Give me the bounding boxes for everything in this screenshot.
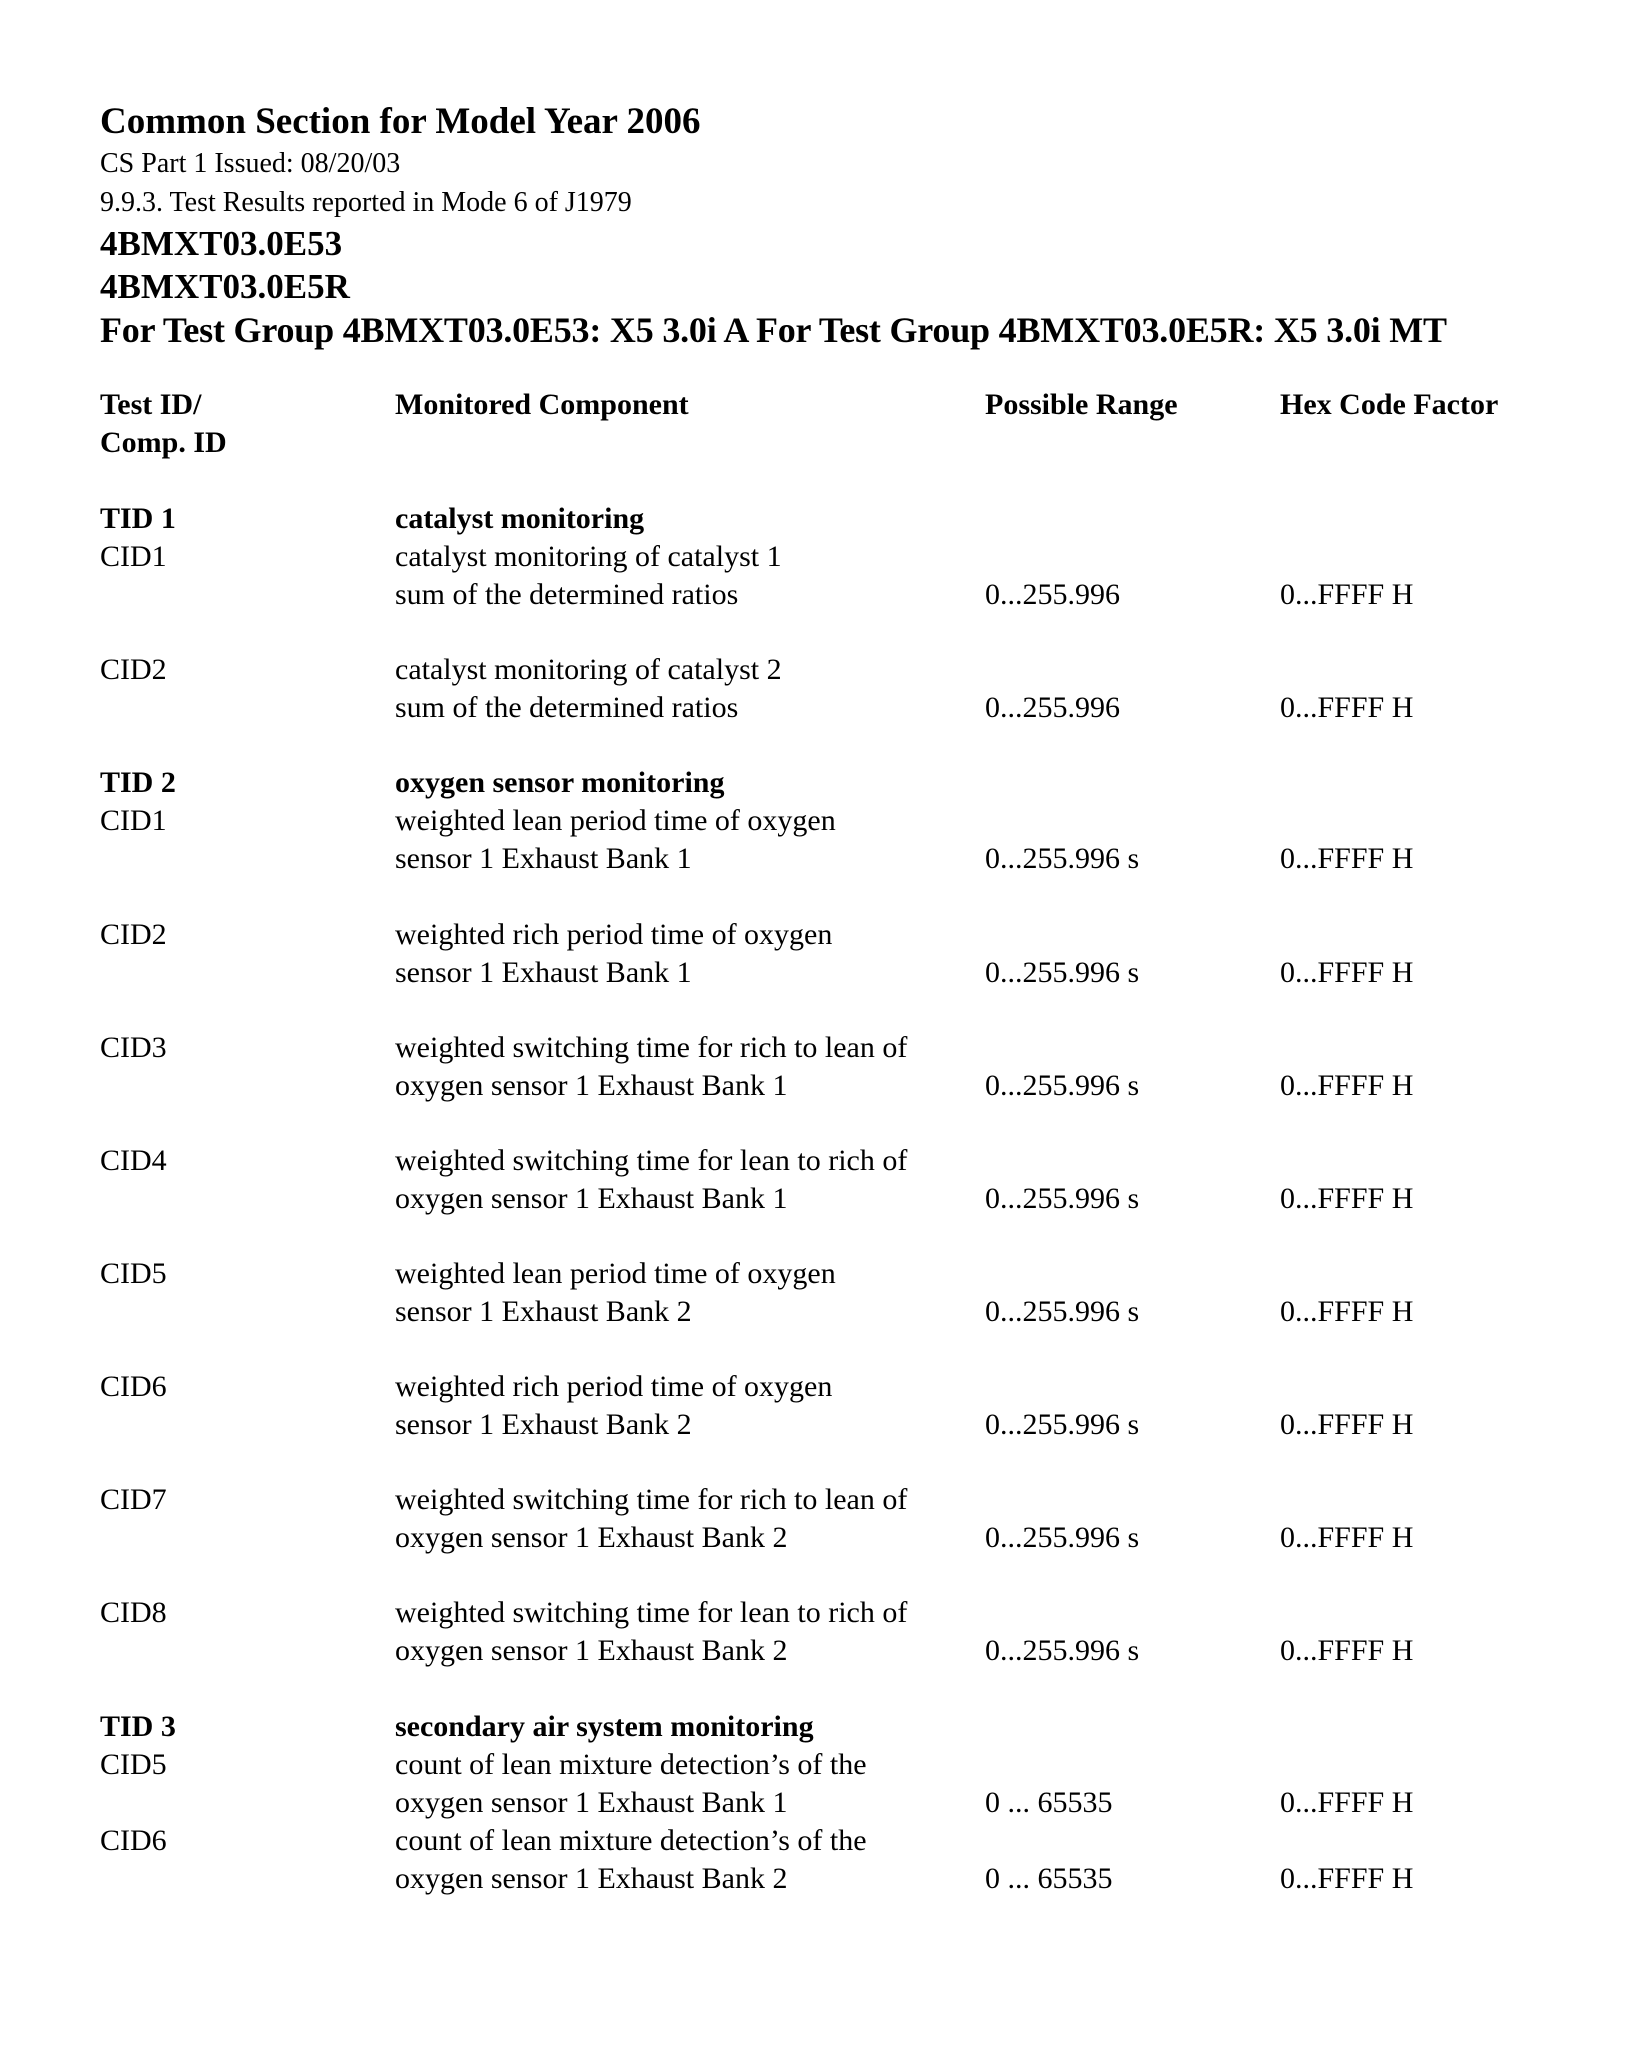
tid-component: catalyst monitoring	[395, 502, 645, 535]
component-line-2: oxygen sensor 1 Exhaust Bank 2	[395, 1521, 788, 1554]
issued-line: CS Part 1 Issued: 08/20/03	[100, 148, 401, 179]
component-line-1: count of lean mixture detection’s of the	[395, 1824, 867, 1857]
hex-value: 0...FFFF H	[1280, 1408, 1414, 1441]
component-line-1: catalyst monitoring of catalyst 2	[395, 653, 782, 686]
hex-value: 0...FFFF H	[1280, 1521, 1414, 1554]
component-line-2: sum of the determined ratios	[395, 578, 739, 611]
column-header-comp-id: Comp. ID	[100, 426, 227, 459]
cid-label: CID6	[100, 1370, 167, 1403]
tid-label: TID 3	[100, 1710, 176, 1743]
range-value: 0...255.996 s	[985, 1408, 1140, 1441]
range-value: 0...255.996 s	[985, 1182, 1140, 1215]
component-line-2: sensor 1 Exhaust Bank 1	[395, 842, 692, 875]
cid-label: CID8	[100, 1596, 167, 1629]
cid-label: CID5	[100, 1748, 167, 1781]
cid-label: CID2	[100, 918, 167, 951]
cid-label: CID6	[100, 1824, 167, 1857]
cid-label: CID1	[100, 540, 167, 573]
test-group-2: 4BMXT03.0E5R	[100, 267, 350, 306]
component-line-1: weighted switching time for rich to lean of	[395, 1031, 908, 1064]
cid-label: CID5	[100, 1257, 167, 1290]
tid-component: secondary air system monitoring	[395, 1710, 814, 1743]
component-line-2: sum of the determined ratios	[395, 691, 739, 724]
hex-value: 0...FFFF H	[1280, 1634, 1414, 1667]
hex-value: 0...FFFF H	[1280, 1862, 1414, 1895]
range-value: 0...255.996	[985, 691, 1120, 724]
component-line-2: oxygen sensor 1 Exhaust Bank 2	[395, 1862, 788, 1895]
component-line-1: weighted switching time for rich to lean of	[395, 1483, 908, 1516]
tid-label: TID 1	[100, 502, 176, 535]
range-value: 0...255.996 s	[985, 842, 1140, 875]
component-line-2: oxygen sensor 1 Exhaust Bank 1	[395, 1182, 788, 1215]
test-group-1: 4BMXT03.0E53	[100, 224, 343, 263]
component-line-2: sensor 1 Exhaust Bank 2	[395, 1295, 692, 1328]
range-value: 0...255.996 s	[985, 956, 1140, 989]
cid-label: CID7	[100, 1483, 167, 1516]
hex-value: 0...FFFF H	[1280, 842, 1414, 875]
range-value: 0...255.996 s	[985, 1295, 1140, 1328]
range-value: 0...255.996 s	[985, 1634, 1140, 1667]
column-header-hex: Hex Code Factor	[1280, 388, 1499, 421]
component-line-1: count of lean mixture detection’s of the	[395, 1748, 867, 1781]
component-line-2: oxygen sensor 1 Exhaust Bank 1	[395, 1069, 788, 1102]
component-line-1: weighted rich period time of oxygen	[395, 1370, 833, 1403]
cid-label: CID2	[100, 653, 167, 686]
hex-value: 0...FFFF H	[1280, 1295, 1414, 1328]
hex-value: 0...FFFF H	[1280, 691, 1414, 724]
test-group-description: For Test Group 4BMXT03.0E53: X5 3.0i A For Test Group 4BMXT03.0E5R: X5 3.0i MT	[100, 310, 1447, 350]
hex-value: 0...FFFF H	[1280, 956, 1414, 989]
range-value: 0...255.996	[985, 578, 1120, 611]
component-line-1: weighted lean period time of oxygen	[395, 1257, 836, 1290]
range-value: 0...255.996 s	[985, 1521, 1140, 1554]
column-header-range: Possible Range	[985, 388, 1178, 421]
cid-label: CID3	[100, 1031, 167, 1064]
column-header-component: Monitored Component	[395, 388, 689, 421]
range-value: 0...255.996 s	[985, 1069, 1140, 1102]
component-line-1: weighted rich period time of oxygen	[395, 918, 833, 951]
hex-value: 0...FFFF H	[1280, 1069, 1414, 1102]
tid-label: TID 2	[100, 766, 176, 799]
component-line-1: weighted switching time for lean to rich of	[395, 1596, 908, 1629]
range-value: 0 ... 65535	[985, 1862, 1113, 1895]
component-line-2: sensor 1 Exhaust Bank 1	[395, 956, 692, 989]
cid-label: CID1	[100, 804, 167, 837]
tid-component: oxygen sensor monitoring	[395, 766, 725, 799]
section-line: 9.9.3. Test Results reported in Mode 6 of J1979	[100, 187, 632, 218]
component-line-2: oxygen sensor 1 Exhaust Bank 1	[395, 1786, 788, 1819]
document-title: Common Section for Model Year 2006	[100, 101, 701, 142]
component-line-1: weighted lean period time of oxygen	[395, 804, 836, 837]
hex-value: 0...FFFF H	[1280, 1786, 1414, 1819]
component-line-1: catalyst monitoring of catalyst 1	[395, 540, 782, 573]
component-line-2: oxygen sensor 1 Exhaust Bank 2	[395, 1634, 788, 1667]
cid-label: CID4	[100, 1144, 167, 1177]
range-value: 0 ... 65535	[985, 1786, 1113, 1819]
hex-value: 0...FFFF H	[1280, 1182, 1414, 1215]
column-header-test-id: Test ID/	[100, 388, 202, 421]
hex-value: 0...FFFF H	[1280, 578, 1414, 611]
component-line-1: weighted switching time for lean to rich of	[395, 1144, 908, 1177]
component-line-2: sensor 1 Exhaust Bank 2	[395, 1408, 692, 1441]
